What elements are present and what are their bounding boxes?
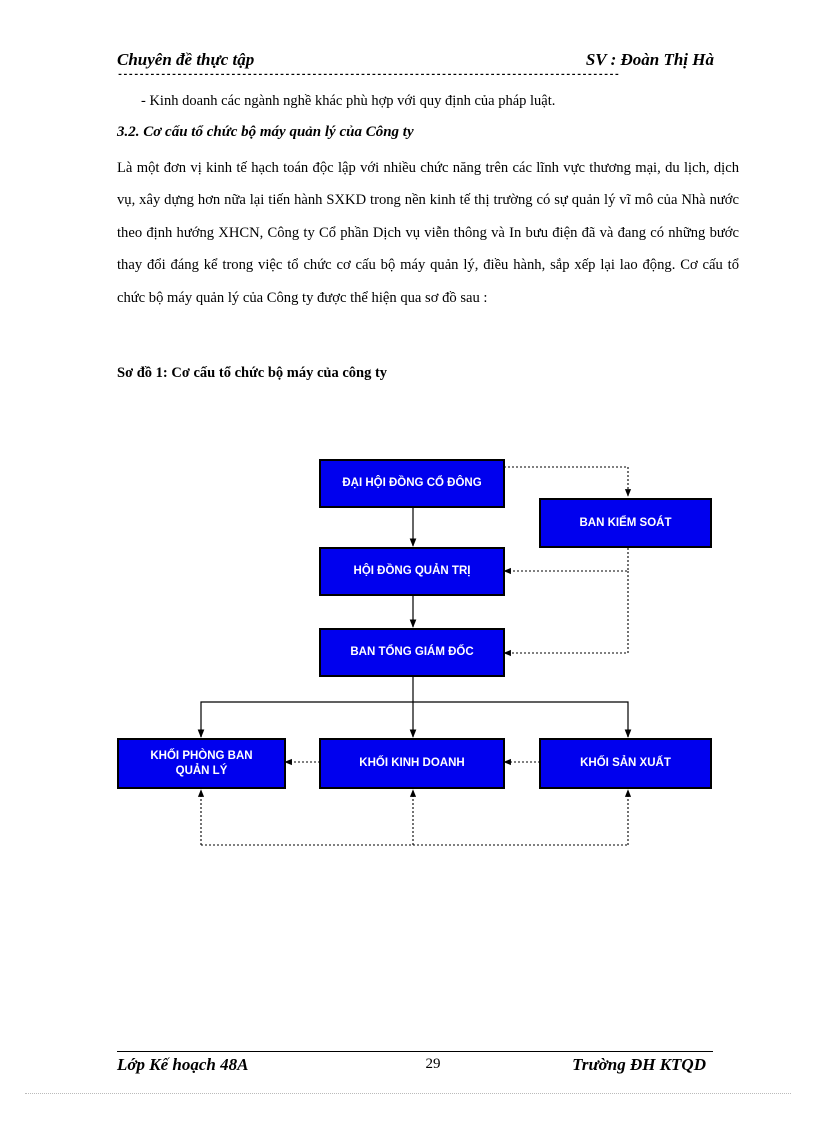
footer-left-class: Lớp Kế hoạch 48A: [117, 1055, 249, 1074]
bullet-line: - Kinh doanh các ngành nghề khác phù hợp với quy định của pháp luật.: [141, 93, 556, 109]
node-production: KHỐI SẢN XUẤT: [539, 738, 712, 789]
diagram-caption: Sơ đồ 1: Cơ cấu tổ chức bộ máy của công ty: [117, 365, 388, 381]
body-paragraph: Là một đơn vị kinh tế hạch toán độc lập với nhiều chức năng trên các lĩnh vực thương mại, du lịch, dịch vụ, xây dựng hơn nữa lại tiến hành SXKD trong nền kinh tế thị trường có sự quản lý vĩ mô của Nhà nước theo định hướng XHCN, Công ty Cổ phần Dịch vụ viễn thông và In bưu điện đã và đang có những bước thay đổi đáng kể trong việc tổ chức cơ cấu bộ máy quản lý, điều hành, sắp xếp lại lao động. Cơ cấu tổ chức bộ máy quản lý của Công ty được thể hiện qua sơ đồ sau :: [117, 160, 739, 306]
node-shareholders: ĐẠI HỘI ĐỒNG CỔ ĐÔNG: [319, 459, 505, 508]
dotted-supervisory-to-directors: [504, 571, 628, 653]
node-business: KHỐI KINH DOANH: [319, 738, 505, 789]
footer-rule: [117, 1051, 713, 1052]
header-dashed-rule: ---------------------------------------------------------------------------------------------: [117, 70, 620, 81]
node-management: KHỐI PHÒNG BAN QUẢN LÝ: [117, 738, 286, 789]
dotted-supervisory-to-board: [504, 548, 628, 571]
branch-line: [201, 702, 628, 737]
page-bottom-dotted-border: [25, 1093, 791, 1094]
dotted-shareholders-to-supervisory: [504, 467, 628, 496]
page-number: 29: [425, 1056, 441, 1072]
header-right-author: SV : Đoàn Thị Hà: [585, 50, 714, 69]
footer-right-school: Trường ĐH KTQD: [572, 1055, 706, 1074]
header-left-title: Chuyên đề thực tập: [117, 50, 255, 69]
node-directors: BAN TỔNG GIÁM ĐỐC: [319, 628, 505, 677]
node-supervisory: BAN KIỂM SOÁT: [539, 498, 712, 548]
section-title: 3.2. Cơ cấu tổ chức bộ máy quản lý của Công ty: [117, 124, 414, 140]
node-board: HỘI ĐỒNG QUẢN TRỊ: [319, 547, 505, 596]
